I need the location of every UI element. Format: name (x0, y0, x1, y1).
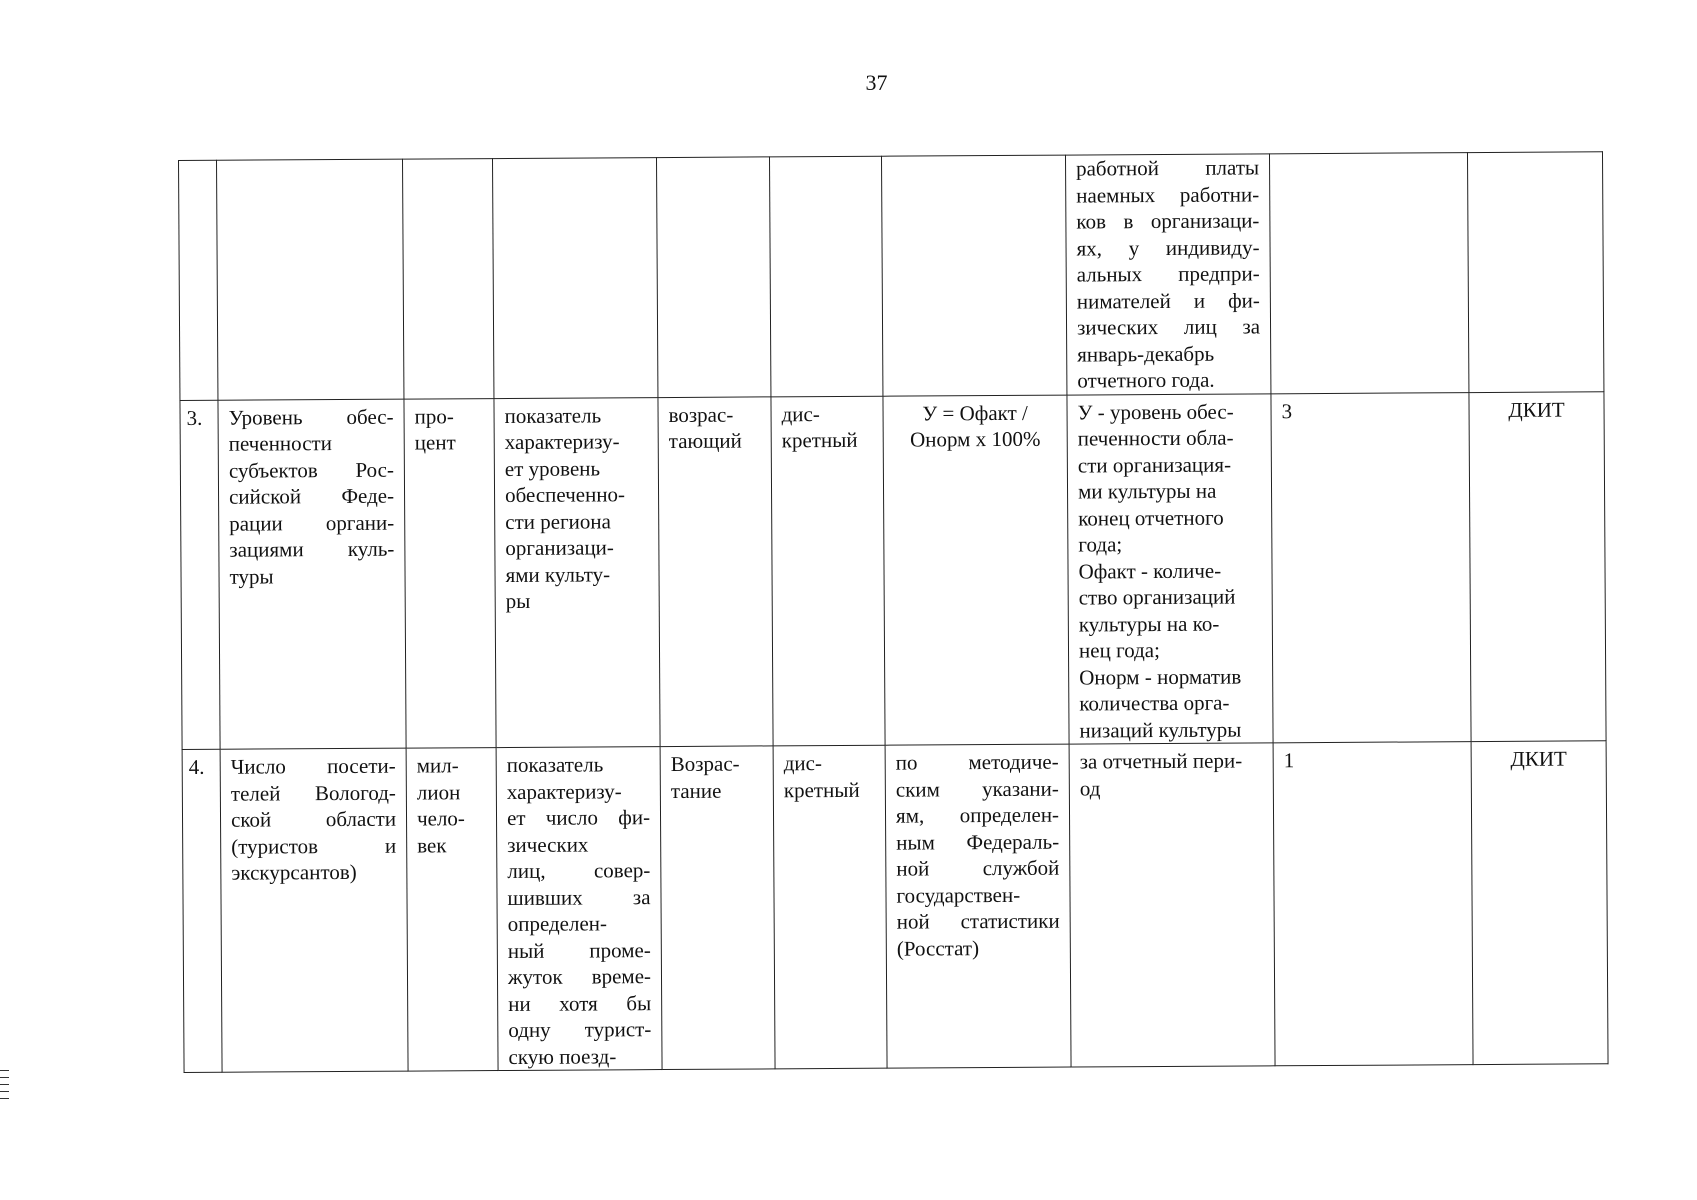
cell-line: одну турист- (508, 1017, 652, 1042)
cell-line: определен- (507, 911, 608, 937)
cell-line: скую поезд- (508, 1043, 617, 1069)
indicators-table-wrapper (178, 151, 1609, 1073)
cell-line: У - уровень обес- (1077, 399, 1234, 425)
cell-line: ским указани- (895, 776, 1059, 802)
cell-trend (658, 396, 773, 746)
cell-line: дис- (781, 401, 820, 426)
cell-line: сти организация- (1077, 452, 1232, 478)
cell-type (769, 156, 882, 396)
cell-line: ет уровень (504, 455, 601, 481)
cell-line: (туристов и (231, 833, 397, 859)
cell-formula-note (1067, 393, 1273, 744)
cell-unit (406, 748, 498, 1072)
cell-line: ной статистики (896, 908, 1060, 934)
indicators-table (178, 151, 1609, 1073)
cell-line: ям, определен- (895, 802, 1060, 828)
cell-line: зациями куль- (229, 536, 395, 562)
cell-line: цент (414, 430, 456, 455)
cell-line: туры (229, 563, 274, 589)
cell-line: рации органи- (229, 510, 395, 536)
cell-line: государствен- (896, 882, 1021, 908)
cell-line: дис- (783, 751, 823, 776)
cell-line: ным Федераль- (896, 829, 1060, 855)
cell-line: отчетного года. (1077, 367, 1215, 393)
cell-line: по методиче- (895, 749, 1059, 775)
cell-trend (660, 746, 775, 1070)
cell-line: возрас- (668, 402, 734, 427)
cell-line: конец отчетного (1078, 505, 1224, 531)
cell-line: количества орга- (1079, 690, 1230, 716)
cell-line: Возрас- (670, 751, 740, 777)
cell-value: 3 (1271, 392, 1471, 743)
cell-line: ской области (230, 806, 397, 832)
cell-description (492, 158, 657, 398)
cell-line: ет число фи- (506, 805, 651, 831)
cell-line: ми культуры на (1077, 478, 1217, 504)
cell-line: ры (505, 588, 531, 614)
cell-line: наемных работни- (1076, 181, 1260, 208)
cell-formula (883, 395, 1069, 746)
cell-line: лион (416, 779, 461, 805)
cell-name (217, 159, 404, 400)
cell-line: ство организаций (1078, 584, 1236, 610)
cell-description (496, 747, 662, 1071)
cell-formula (881, 155, 1066, 396)
cell-line: век (417, 832, 447, 858)
cell-line: лиц, совер- (507, 858, 651, 884)
cell-line: обеспеченно- (504, 482, 626, 508)
cell-line: показатель (504, 402, 602, 428)
cell-line: тание (670, 778, 722, 803)
cell-line: тающий (668, 428, 742, 454)
cell-line: кретный (783, 777, 860, 802)
cell-trend (656, 157, 770, 397)
cell-value: 1 (1273, 742, 1473, 1066)
cell-line: экскурсантов) (231, 859, 357, 885)
cell-line: характеризу- (506, 778, 622, 804)
cell-formula-note (1065, 154, 1270, 395)
cell-num: 4. (182, 749, 222, 1072)
cell-line: жуток време- (507, 964, 652, 989)
cell-line: (Росстат) (896, 935, 980, 961)
cell-line: печенности (228, 431, 332, 456)
cell-line: шивших за (507, 884, 651, 910)
cell-line: зических (507, 832, 589, 857)
cell-line: сти региона (505, 508, 612, 534)
cell-line: показатель (506, 752, 604, 778)
cell-line: Онорм - норматив (1079, 664, 1242, 690)
cell-line: од (1079, 775, 1101, 801)
cell-name (218, 399, 406, 750)
cell-num (179, 160, 218, 400)
cell-line: работной платы (1075, 155, 1260, 181)
cell-line: У = Офакт / (922, 400, 1028, 425)
table-row-continuation (179, 152, 1604, 400)
cell-num: 3. (180, 400, 220, 750)
cell-line: Онорм х 100% (909, 426, 1041, 452)
cell-line: нец года; (1078, 638, 1160, 663)
cell-line: организаци- (505, 535, 614, 561)
cell-line: кретный (781, 427, 858, 453)
cell-line: субъектов Рос- (228, 457, 394, 483)
cell-line: Уровень обес- (228, 404, 394, 430)
cell-line: ни хотя бы (508, 990, 652, 1016)
cell-line: культуры на ко- (1078, 611, 1220, 637)
table-body (179, 152, 1609, 1073)
cell-responsible (1467, 152, 1603, 392)
table-row-3 (180, 391, 1606, 749)
cell-line: сийской Феде- (228, 483, 395, 509)
table-row-4 (182, 741, 1608, 1073)
cell-responsible: ДКИТ (1471, 741, 1608, 1065)
cell-line: Число посети- (230, 753, 396, 779)
cell-line: характеризу- (504, 429, 620, 455)
cell-type (771, 396, 885, 746)
cell-line: ный проме- (507, 937, 651, 963)
cell-responsible: ДКИТ (1469, 391, 1606, 741)
cell-line: телей Вологод- (230, 780, 396, 806)
cell-line: Офакт - количе- (1078, 558, 1222, 584)
cell-line: зических лиц за (1076, 314, 1261, 340)
cell-value (1269, 153, 1468, 394)
cell-formula (885, 744, 1071, 1068)
cell-line: года; (1078, 532, 1123, 557)
cell-line: ной службой (896, 855, 1060, 881)
cell-unit (402, 159, 493, 399)
cell-line: январь-декабрь (1077, 341, 1215, 367)
cell-name (220, 748, 408, 1072)
cell-line: мил- (416, 753, 459, 778)
cell-line: нимателей и фи- (1076, 287, 1260, 314)
cell-line: ков в организаци- (1076, 208, 1260, 234)
scan-edge-marks (0, 1070, 10, 1105)
cell-line: чело- (416, 806, 465, 831)
cell-unit (404, 398, 496, 748)
cell-line: печенности обла- (1077, 425, 1234, 451)
cell-type (773, 745, 887, 1069)
cell-line: низаций культуры (1079, 717, 1242, 743)
cell-line: за отчетный пери- (1079, 748, 1243, 774)
cell-line: ях, у индивиду- (1076, 234, 1260, 261)
page-number: 37 (865, 70, 888, 95)
cell-line: про- (414, 403, 454, 429)
cell-line: альных предпри- (1076, 261, 1260, 287)
cell-description (494, 397, 660, 747)
cell-line: ями культу- (505, 561, 611, 587)
cell-formula-note (1069, 743, 1275, 1067)
